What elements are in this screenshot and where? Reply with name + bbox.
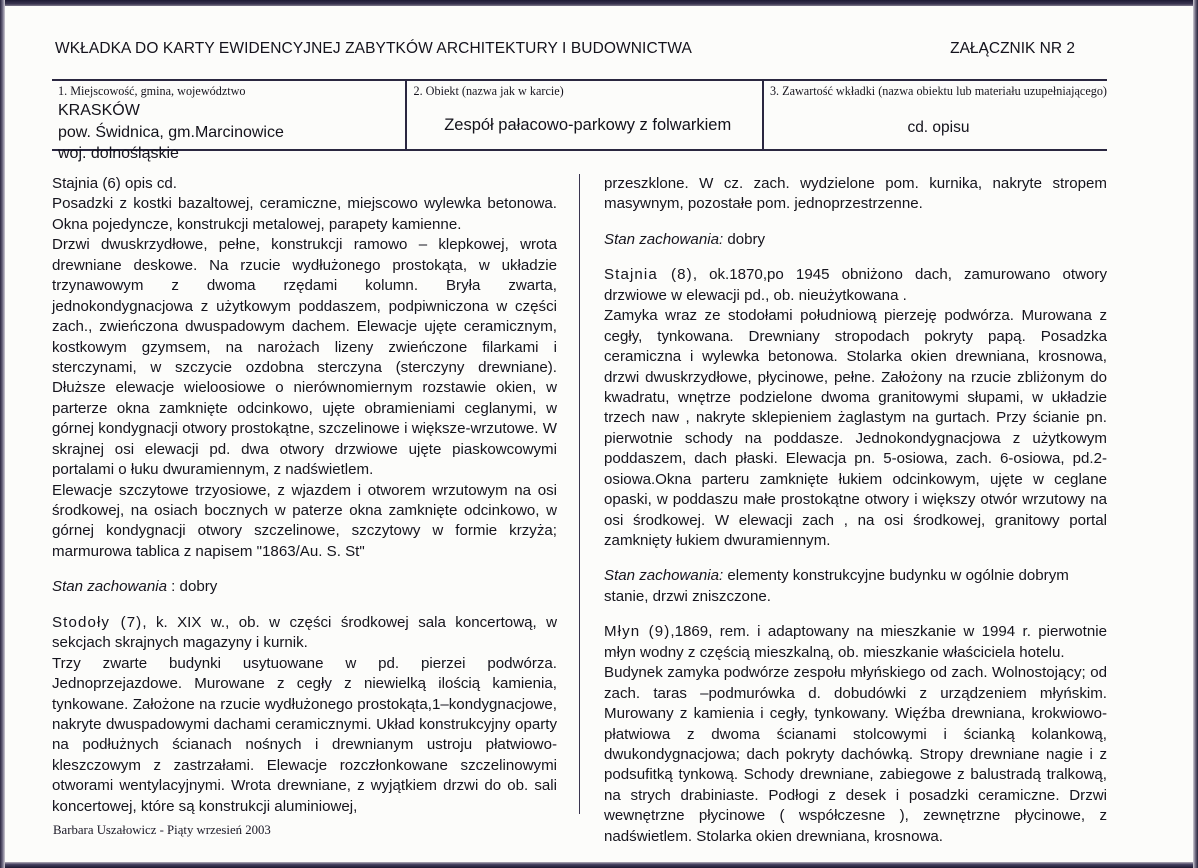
metadata-label-location: 1. Miejscowość, gmina, województwo	[58, 84, 246, 98]
metadata-value-location	[58, 100, 405, 163]
paragraph-barns7-continued: przeszklone. W cz. zach. wydzielone pom. kurnika, nakryte stropem masywnym, pozostałe pom. jednoprzestrzenne.	[604, 175, 1107, 213]
left-column	[52, 174, 579, 814]
building-name-barns7: Stodoły (7)	[52, 613, 143, 631]
building-desc-mill9: ,1869, rem. i adaptowany na mieszkanie w 1994 r. pierwotnie młyn wodny z częścią mieszkalną, ob. mieszkanie właściciela hotelu.	[604, 623, 1107, 661]
metadata-cell-content	[762, 81, 1107, 149]
spacer	[604, 551, 1107, 566]
spacer	[604, 215, 1107, 230]
spacer	[604, 250, 1107, 265]
state-of-preservation-stable6	[52, 577, 557, 597]
building-desc-stable8: , ok.1870,po 1945 obniżono dach, zamurowano otwory drzwiowe w elewacji pd., ob. nieużytkowana .	[604, 266, 1107, 304]
document-sheet	[5, 6, 1193, 862]
paragraph-stable6-gables: Elewacje szczytowe trzyosiowe, z wjazdem i otworem wrzutowym na osi środkowej, na osiach bocznych w paterze okna zamknięte odcinkowo, w górnej kondygnacji otwory szczelinowe, szczytowy w formie krzyża; marmurowa tablica z napisem "1863/Au. S. St"	[52, 481, 557, 560]
scan-edge-bottom	[0, 862, 1198, 868]
metadata-table	[52, 79, 1107, 162]
building-name-mill9: Młyn (9)	[604, 623, 671, 641]
metadata-label-content: 3. Zawartość wkładki (nazwa obiektu lub materiału uzupełniającego)	[769, 84, 1107, 98]
state-value: dobry	[723, 230, 766, 248]
metadata-cell-object	[405, 81, 761, 149]
paragraph-stable8-heading	[604, 265, 1107, 306]
metadata-cell-location	[52, 81, 405, 162]
state-label: Stan zachowania:	[604, 567, 724, 585]
state-of-preservation-stable8	[604, 566, 1107, 607]
building-name-stable8: Stajnia (8)	[604, 266, 693, 284]
locality-name: KRASKÓW	[58, 102, 140, 120]
footer-signature: Barbara Uszałowicz - Piąty wrzesień 2003	[53, 823, 271, 837]
state-value: elementy konstrukcyjne budynku w ogólnie dobrym stanie, drzwi zniszczone.	[604, 567, 1069, 605]
state-label: Stan zachowania:	[604, 230, 724, 248]
metadata-label-object: 2. Obiekt (nazwa jak w karcie)	[413, 84, 564, 98]
paragraph-barns7-body: Trzy zwarte budynki usytuowane w pd. pierzei podwórza. Jednoprzejazdowe. Murowane z cegły z niewielką ilością kamienia, tynkowane. Założone na rzucie wydłużonego prostokąta,1–kondygnacjowe, nakryte dwuspadowymi dachami ceramicznymi. Układ konstrukcyjny oparty na podłużnych ścianach nośnych i drewnianym ustroju płatwiowo-kleszczowym z zastrzałami. Elewacje rozczłonkowane szczelinowymi otworami wentylacyjnymi. Wrota drewniane, z wyjątkiem drzwi do ob. sali koncertowej, które są konstrukcji aluminiowej,	[52, 654, 557, 815]
voivodeship: woj. dolnośląskie	[58, 144, 179, 162]
state-of-preservation-barns7	[604, 230, 1107, 250]
paragraph-mill9-heading	[604, 622, 1107, 663]
district-commune: pow. Świdnica, gm.Marcinowice	[58, 123, 284, 141]
metadata-value-content: cd. opisu	[907, 119, 970, 137]
spacer	[52, 598, 557, 613]
paragraph-stable6-floors: Posadzki z kostki bazaltowej, ceramiczne, miejscowo wylewka betonowa. Okna pojedyncze, konstrukcji metalowej, parapety kamienne.	[52, 195, 557, 233]
paragraph-stable6-doors: Drzwi dwuskrzydłowe, pełne, konstrukcji ramowo – klepkowej, wrota drewniane deskowe. Na rzucie wydłużonego prostokąta, w układzie trzynawowym z dwoma rzędami kolumn. Bryła zwarta, jednokondygnacjowa z użytkowym poddaszem, podpiwniczona w części zach., zwieńczona dwuspadowym dachem. Elewacje ujęte ceramicznym, kostkowym gzymsem, na narożach lizeny zwieńczone filarkami i sterczynami, w szczycie ozdobna sterczyna (sterczyny drewniane). Dłuższe elewacje wieloosiowe o nierównomiernym rozstawie okien, w parterze okna zamknięte odcinkowo, ujęte obramieniami ceglanymi, w górnej kondygnacji otwory prostokątne, szczelinowe i większe-wrzutowe. W skrajnej osi elewacji pd. dwa otwory drzwiowe ujęte piaskowcowymi portalami o łuku dwuramiennym, z nadświetlem.	[52, 236, 557, 479]
spacer	[604, 607, 1107, 622]
spacer	[52, 562, 557, 577]
paragraph-stable8-body: Zamyka wraz ze stodołami południową pierzeję podwórza. Murowana z cegły, tynkowana. Drewniany stropodach pokryty papą. Posadzka ceramiczna i wylewka betonowa. Stolarka okien drewniana, krosnowa, drzwi dwuskrzydłowe, płycinowe, pełne. Założony na rzucie zbliżonym do kwadratu, wnętrze podzielone dwoma granitowymi słupami, w układzie trzech naw , nakryte sklepieniem żaglastym na gurtach. Przy ścianie pn. pierwotnie schody na poddasze. Jednokondygnacjowa z użytkowym poddaszem, dach płaski. Elewacja pn. 5-osiowa, zach. 6-osiowa, pd.2-osiowa.Okna parteru zamknięte łukiem odcinkowym, ujęte w ceglane opaski, w poddaszu małe prostokątne otwory i większy otwór wrzutowy na osi środkowej. W elewacji zach , na osi środkowej, granitowy portal zamknięty łukiem dwuramiennym.	[604, 307, 1107, 549]
building-desc-barns7: , k. XIX w., ob. w części środkowej sala koncertową, w sekcjach skrajnych magazyny i kurnik.	[52, 613, 558, 652]
right-column	[579, 174, 1107, 845]
paragraph-stable6-heading: Stajnia (6) opis cd.	[52, 175, 178, 192]
paragraph-barns7-heading	[52, 613, 557, 654]
scan-edge-right	[1193, 0, 1198, 868]
state-value: : dobry	[166, 578, 218, 596]
document-header	[55, 40, 1153, 58]
paragraph-mill9-body: Budynek zamyka podwórze zespołu młyńskiego od zach. Wolnostojący; od zach. taras –podmurówka d. dobudówki z urządzeniem młyńskim. Murowany z kamienia i cegły, tynkowany. Więźba drewniana, krokwiowo-płatwiowa z dwoma ścianami stolcowymi i ścianką kolankową, dwukondygnacjowa; dach pokryty dachówką. Stropy drewniane nagie i z podsufitką tynkową. Schody drewniane, zabiegowe z balustradą tralkową, na strych drabiniaste. Podłogi z desek i posadzki ceramiczne. Drzwi wewnętrzne płycinowe ( współczesne ), zewnętrzne płycinowe, z nadświetlem. Stolarka okien drewniana, krosnowa.	[604, 664, 1107, 845]
document-title: WKŁADKA DO KARTY EWIDENCYJNEJ ZABYTKÓW ARCHITEKTURY I BUDOWNICTWA	[55, 40, 692, 57]
state-label: Stan zachowania	[52, 578, 167, 596]
annex-number: ZAŁĄCZNIK NR 2	[950, 40, 1075, 57]
metadata-value-object: Zespół pałacowo-parkowy z folwarkiem	[444, 116, 732, 135]
